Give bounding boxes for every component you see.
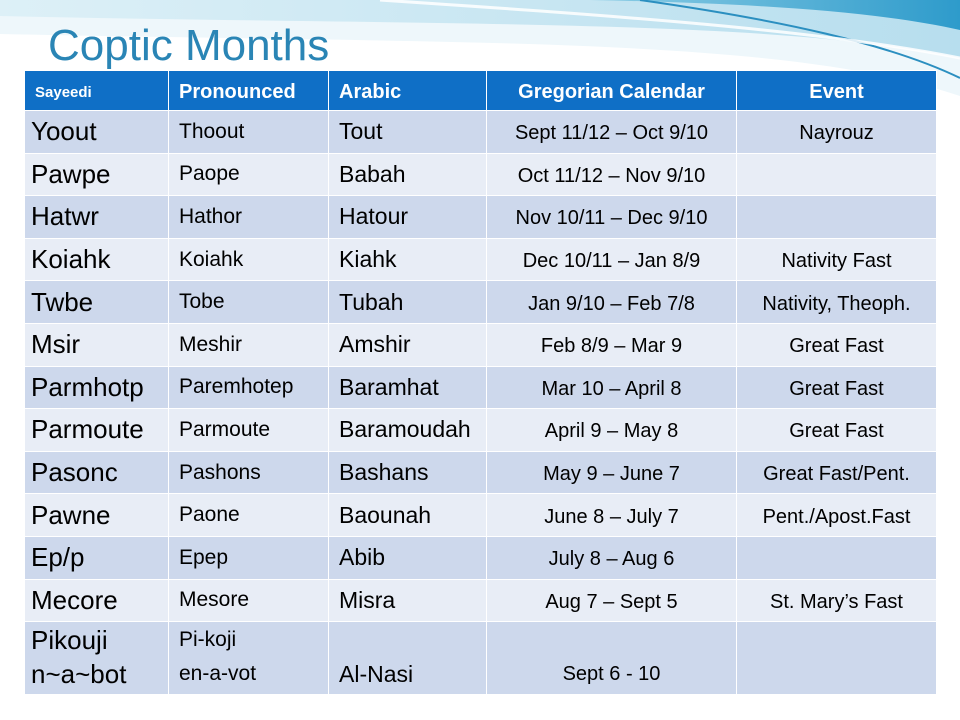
cell-pronounced: Parmoute <box>169 409 329 452</box>
cell-sayeedi: Pasonc <box>25 451 169 494</box>
cell-event: Nativity Fast <box>737 238 937 281</box>
cell-arabic: Baounah <box>329 494 487 537</box>
cell-arabic: Al-Nasi <box>329 622 487 695</box>
cell-event: Great Fast <box>737 409 937 452</box>
cell-arabic: Baramhat <box>329 366 487 409</box>
table-header <box>25 71 937 111</box>
cell-sayeedi: Koiahk <box>25 238 169 281</box>
cell-sayeedi: Parmoute <box>25 409 169 452</box>
cell-arabic: Hatour <box>329 196 487 239</box>
cell-gregorian: April 9 – May 8 <box>487 409 737 452</box>
cell-event <box>737 196 937 239</box>
cell-event <box>737 622 937 695</box>
cell-event <box>737 153 937 196</box>
cell-sayeedi: Twbe <box>25 281 169 324</box>
cell-arabic: Bashans <box>329 451 487 494</box>
table-row <box>25 281 937 324</box>
cell-pronounced: Paremhotep <box>169 366 329 409</box>
cell-sayeedi: Ep/p <box>25 536 169 579</box>
table-body <box>25 111 937 695</box>
cell-pronounced: Hathor <box>169 196 329 239</box>
cell-gregorian: Oct 11/12 – Nov 9/10 <box>487 153 737 196</box>
cell-gregorian: Mar 10 – April 8 <box>487 366 737 409</box>
cell-sayeedi: Pikouji n~a~bot <box>25 622 169 695</box>
cell-gregorian: May 9 – June 7 <box>487 451 737 494</box>
table-row <box>25 579 937 622</box>
cell-arabic: Misra <box>329 579 487 622</box>
cell-pronounced: Thoout <box>169 111 329 154</box>
table-row <box>25 323 937 366</box>
column-header-event: Event <box>737 71 937 111</box>
table-row <box>25 494 937 537</box>
cell-pronounced: Paope <box>169 153 329 196</box>
cell-sayeedi: Msir <box>25 323 169 366</box>
cell-pronounced: Tobe <box>169 281 329 324</box>
table-row <box>25 111 937 154</box>
cell-event: Great Fast <box>737 323 937 366</box>
cell-event: Pent./Apost.Fast <box>737 494 937 537</box>
cell-pronounced: Epep <box>169 536 329 579</box>
column-header-arabic: Arabic <box>329 71 487 111</box>
cell-gregorian: Aug 7 – Sept 5 <box>487 579 737 622</box>
header-row <box>25 71 937 111</box>
cell-gregorian: Jan 9/10 – Feb 7/8 <box>487 281 737 324</box>
cell-arabic: Tout <box>329 111 487 154</box>
cell-gregorian: Nov 10/11 – Dec 9/10 <box>487 196 737 239</box>
cell-pronounced: Koiahk <box>169 238 329 281</box>
cell-event <box>737 536 937 579</box>
cell-gregorian: June 8 – July 7 <box>487 494 737 537</box>
column-header-sayeedi: Sayeedi <box>25 71 169 111</box>
coptic-months-table <box>24 70 937 695</box>
cell-arabic: Kiahk <box>329 238 487 281</box>
cell-arabic: Babah <box>329 153 487 196</box>
cell-event: Nativity, Theoph. <box>737 281 937 324</box>
table-row <box>25 451 937 494</box>
cell-sayeedi: Mecore <box>25 579 169 622</box>
column-header-gregorian-calendar: Gregorian Calendar <box>487 71 737 111</box>
cell-arabic: Baramoudah <box>329 409 487 452</box>
cell-gregorian: Sept 11/12 – Oct 9/10 <box>487 111 737 154</box>
table-row <box>25 409 937 452</box>
cell-pronounced: Pashons <box>169 451 329 494</box>
cell-sayeedi: Pawpe <box>25 153 169 196</box>
table-row <box>25 366 937 409</box>
table-row <box>25 622 937 695</box>
cell-event: Great Fast <box>737 366 937 409</box>
cell-gregorian: Feb 8/9 – Mar 9 <box>487 323 737 366</box>
cell-pronounced: Mesore <box>169 579 329 622</box>
cell-pronounced: Paone <box>169 494 329 537</box>
table-row <box>25 153 937 196</box>
cell-arabic: Tubah <box>329 281 487 324</box>
table-row <box>25 536 937 579</box>
cell-gregorian: Sept 6 - 10 <box>487 622 737 695</box>
cell-gregorian: July 8 – Aug 6 <box>487 536 737 579</box>
table-row <box>25 238 937 281</box>
table-row <box>25 196 937 239</box>
cell-pronounced: Pi-koji en-a-vot <box>169 622 329 695</box>
cell-event: Great Fast/Pent. <box>737 451 937 494</box>
cell-event: St. Mary’s Fast <box>737 579 937 622</box>
cell-event: Nayrouz <box>737 111 937 154</box>
column-header-pronounced: Pronounced <box>169 71 329 111</box>
cell-sayeedi: Pawne <box>25 494 169 537</box>
cell-arabic: Amshir <box>329 323 487 366</box>
cell-sayeedi: Yoout <box>25 111 169 154</box>
cell-sayeedi: Hatwr <box>25 196 169 239</box>
cell-gregorian: Dec 10/11 – Jan 8/9 <box>487 238 737 281</box>
cell-arabic: Abib <box>329 536 487 579</box>
slide-title: Coptic Months <box>48 21 330 70</box>
cell-sayeedi: Parmhotp <box>25 366 169 409</box>
cell-pronounced: Meshir <box>169 323 329 366</box>
